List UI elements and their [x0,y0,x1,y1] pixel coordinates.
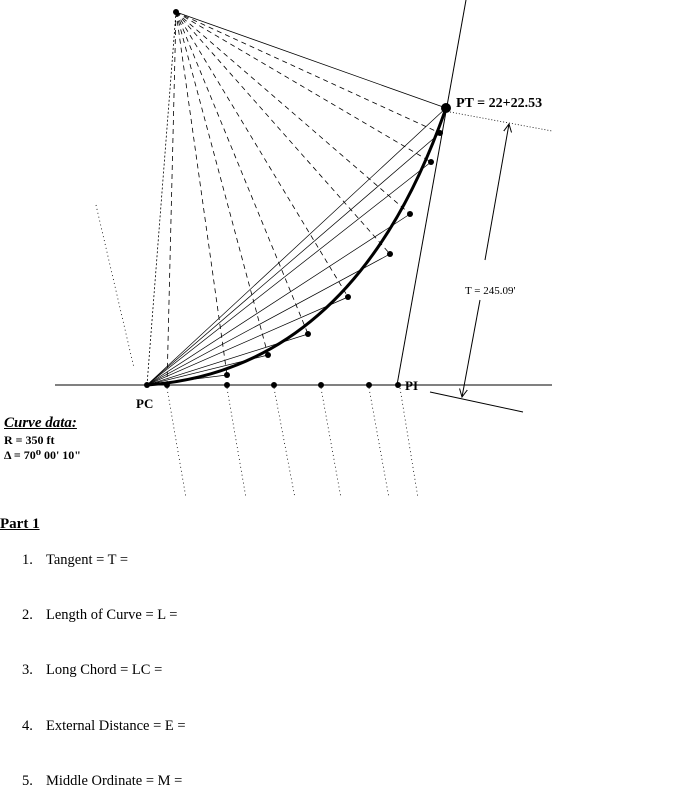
pt-point [441,103,451,113]
question-number: 4. [22,718,33,734]
pc-point [144,382,150,388]
question-number: 2. [22,607,33,623]
part-title: Part 1 [0,516,40,532]
question-number: 5. [22,773,33,789]
tangent-dimension-arrow-lower [462,300,480,397]
question-text: Length of Curve = L = [46,607,178,623]
pi-label: PI [405,378,418,393]
question-number: 1. [22,552,33,568]
pc-label: PC [136,396,154,411]
question-text: Middle Ordinate = M = [46,773,183,789]
deflection-dotted-lines [96,205,418,498]
pt-label: PT = 22+22.53 [456,96,543,111]
pi-point [395,382,401,388]
radius-line-pc [147,12,176,385]
question-item [22,662,162,679]
question-text: Long Chord = LC = [46,662,163,678]
question-item [22,718,186,735]
question-item [22,607,177,624]
radius-line-pt [176,12,446,108]
curve-radius: R = 350 ft [4,433,55,447]
tangent-value-label: T = 245.09' [465,285,516,297]
pi-extension-line [430,392,523,412]
pt-extension-line [450,112,552,131]
question-text: Tangent = T = [46,552,129,568]
question-number: 3. [22,662,33,678]
question-text: External Distance = E = [46,718,186,734]
chord-lines [147,108,446,385]
question-item [22,552,128,569]
question-item [22,773,182,790]
tangent-line-pt-pi [397,0,466,385]
curve-delta: Δ = 70⁰ 00' 10" [4,448,81,462]
center-point [173,9,179,15]
curve-data-title: Curve data: [4,415,77,431]
radial-dashed-lines [167,12,440,385]
tangent-dimension-arrow [485,124,509,260]
